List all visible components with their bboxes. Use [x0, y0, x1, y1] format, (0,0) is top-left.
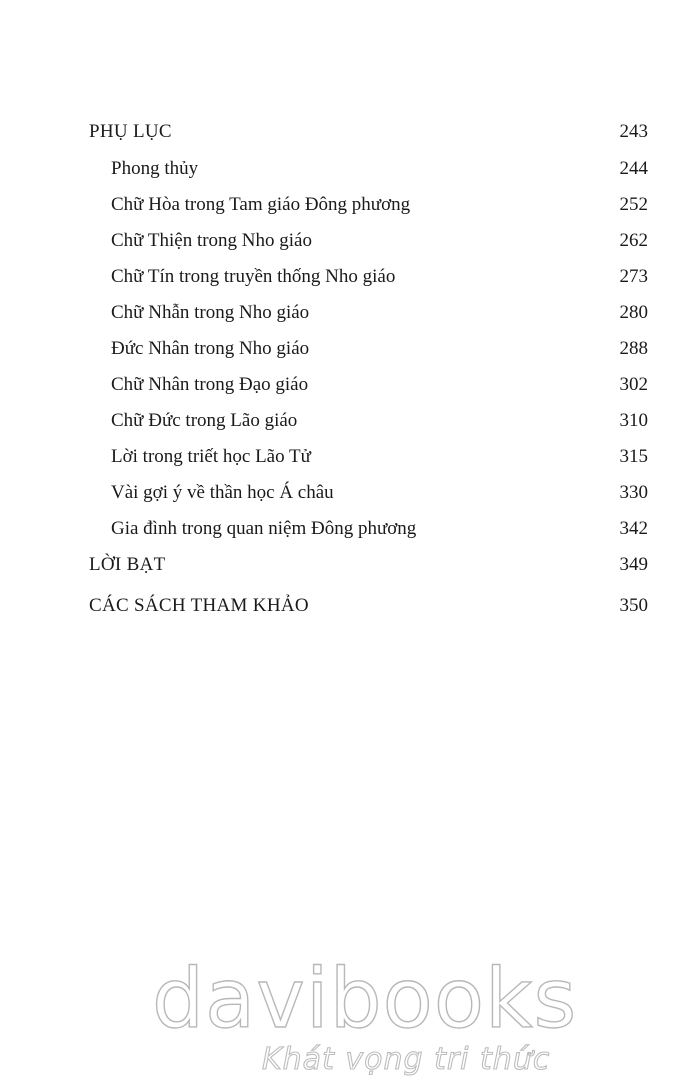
watermark-brand: davibooks [152, 952, 578, 1047]
toc-entry-page: 262 [619, 230, 648, 251]
toc-entry [0, 262, 700, 292]
toc-entry-title: Đức Nhân trong Nho giáo [111, 338, 310, 359]
toc-entry [0, 550, 700, 580]
toc-entry-page: 288 [619, 338, 648, 359]
toc-entry-page: 302 [619, 374, 648, 395]
toc-entry-title: Phong thủy [111, 158, 199, 179]
toc-entry-title: Chữ Tín trong truyền thống Nho giáo [111, 266, 396, 287]
toc-entry-title: Vài gợi ý về thần học Á châu [111, 482, 334, 503]
toc-entry-page: 280 [619, 302, 648, 323]
toc-entry-title: Gia đình trong quan niệm Đông phương [111, 518, 417, 539]
toc-entry-page: 252 [619, 194, 648, 215]
toc-entry-page: 243 [619, 121, 648, 142]
toc-entry-page: 273 [619, 266, 648, 287]
toc-entry [0, 154, 700, 184]
toc-entry [0, 514, 700, 544]
toc-entry-page: 244 [619, 158, 648, 179]
toc-entry-title: Chữ Nhẫn trong Nho giáo [111, 302, 310, 323]
toc-entry-page: 349 [619, 554, 648, 575]
watermark-graphic [0, 945, 700, 1082]
toc-entry-page: 342 [619, 518, 648, 539]
watermark-tagline: Khát vọng tri thức [262, 1042, 551, 1077]
toc-entry-title: Chữ Nhân trong Đạo giáo [111, 374, 309, 395]
toc-entry-title: Lời trong triết học Lão Tử [111, 446, 311, 467]
toc-entry [0, 334, 700, 364]
publisher-watermark [0, 945, 700, 1082]
toc-entry-page: 315 [619, 446, 648, 467]
toc-entry-title: Chữ Đức trong Lão giáo [111, 410, 298, 431]
toc-entry [0, 406, 700, 436]
toc-entry [0, 190, 700, 220]
toc-entry [0, 298, 700, 328]
toc-entry [0, 117, 700, 147]
toc-entry-page: 310 [619, 410, 648, 431]
toc-entry [0, 370, 700, 400]
toc-entry-page: 330 [619, 482, 648, 503]
toc-entry-title: Chữ Hòa trong Tam giáo Đông phương [111, 194, 411, 215]
toc-entry-title: PHỤ LỤC [89, 121, 172, 142]
toc-entry-title: LỜI BẠT [89, 554, 166, 575]
toc-entry [0, 226, 700, 256]
toc-entry [0, 478, 700, 508]
toc-entry-title: CÁC SÁCH THAM KHẢO [89, 595, 309, 616]
toc-entry [0, 442, 700, 472]
toc-entry-title: Chữ Thiện trong Nho giáo [111, 230, 312, 251]
toc-entry [0, 591, 700, 621]
toc-entry-page: 350 [619, 595, 648, 616]
